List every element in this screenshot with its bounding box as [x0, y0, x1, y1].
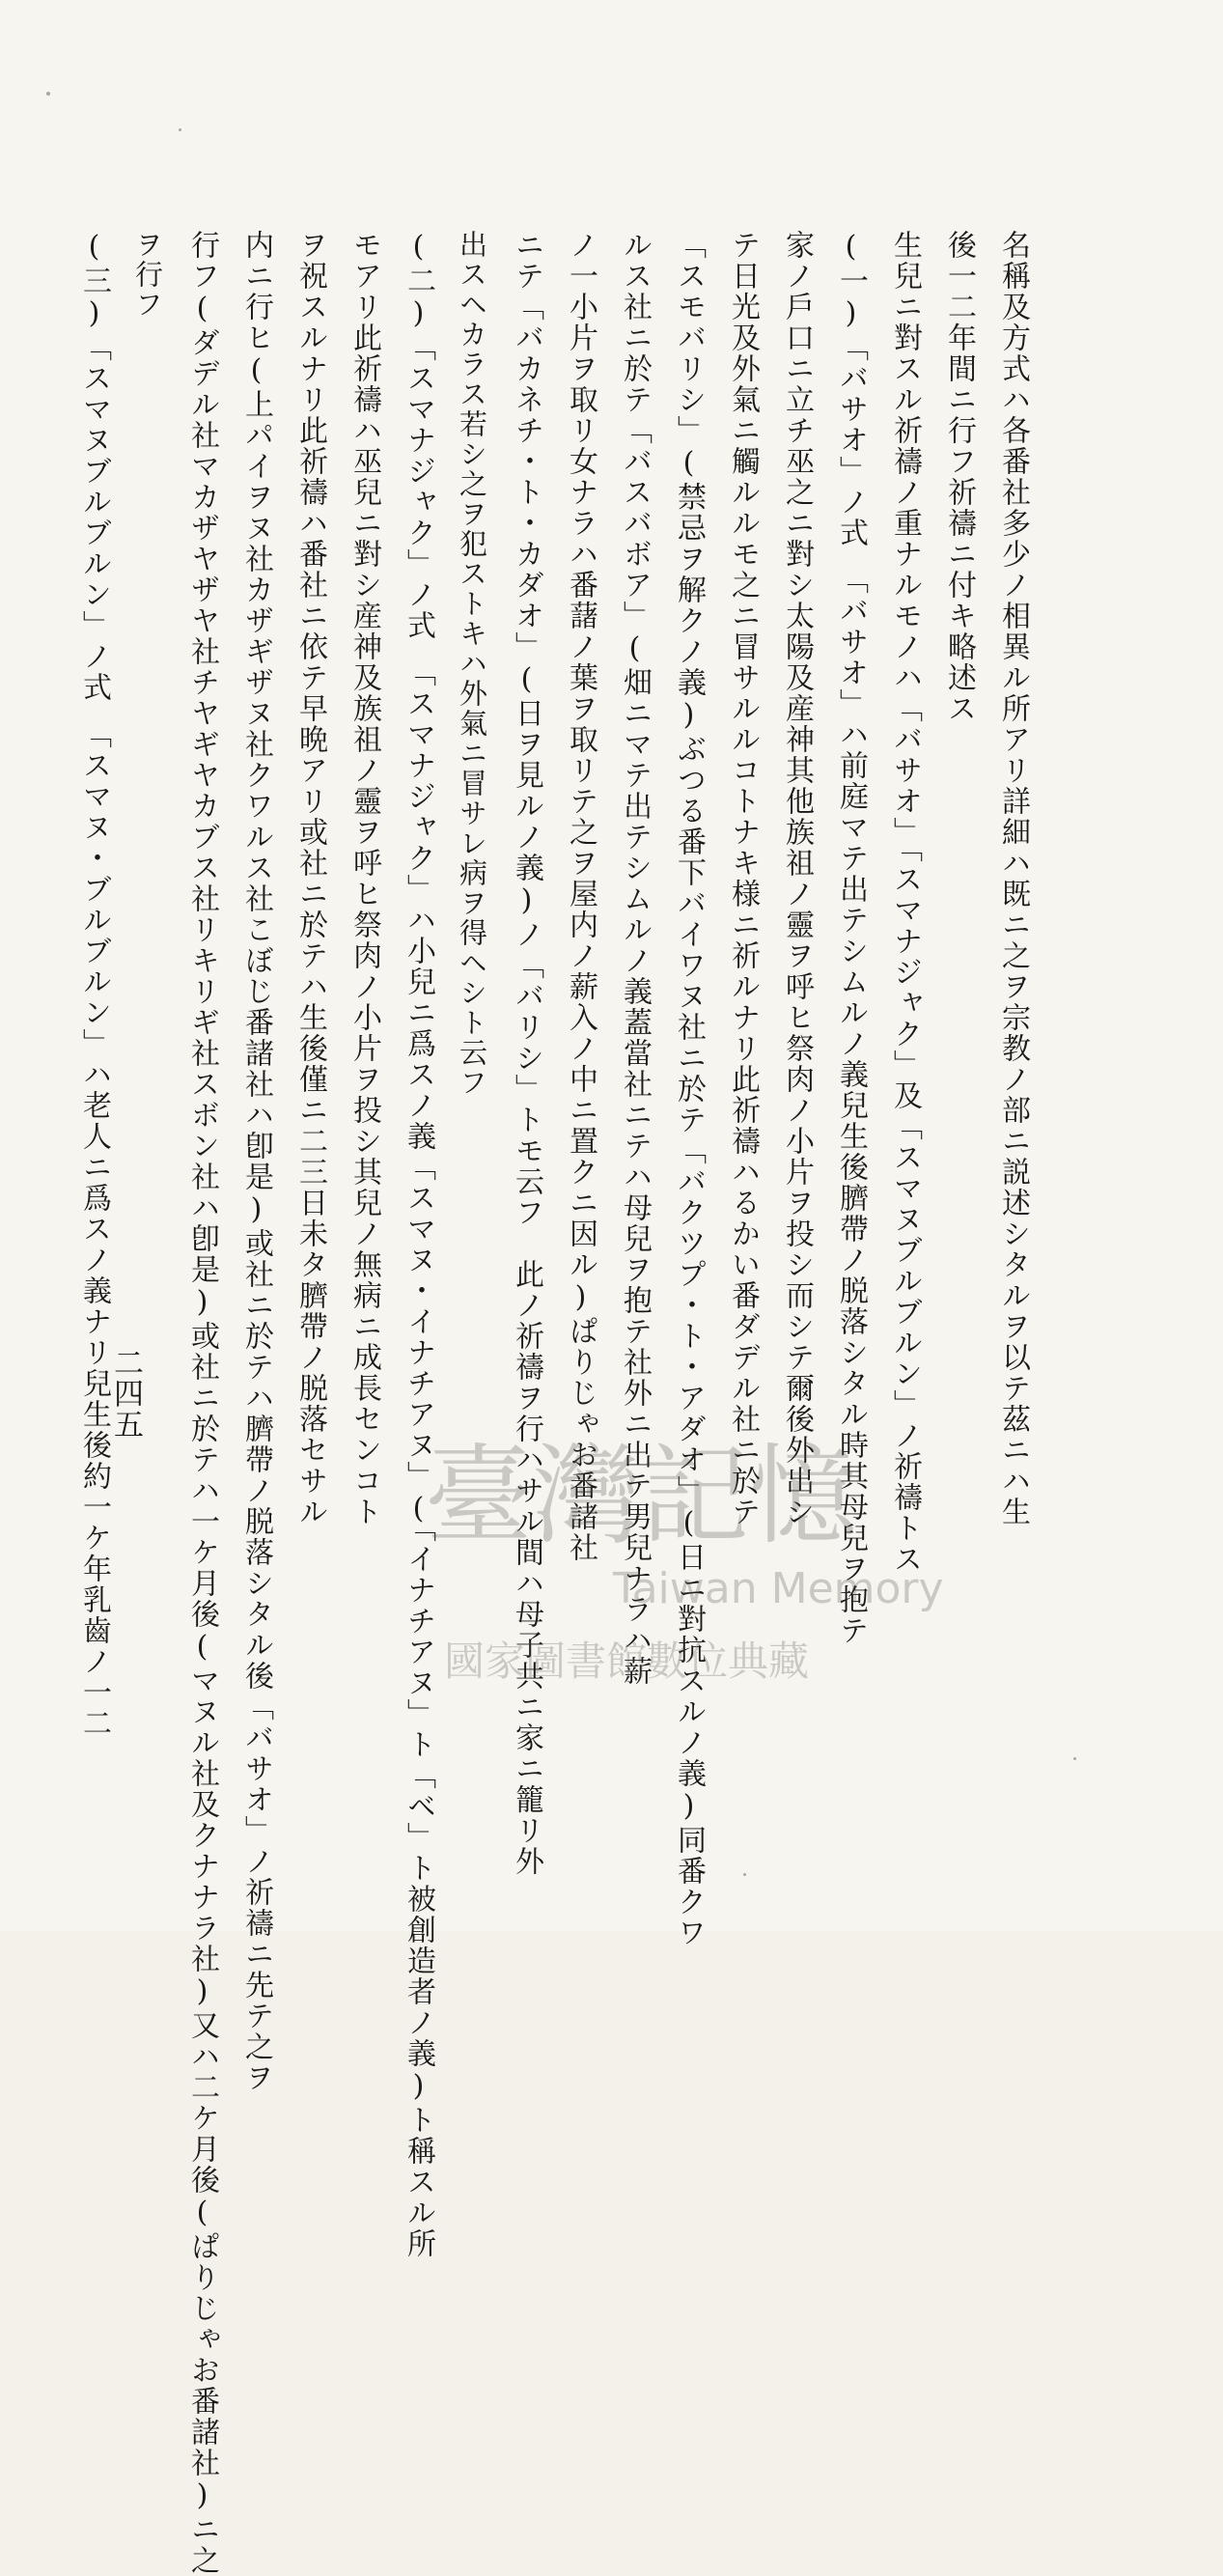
text-line: (一)「バサオ」ノ式 「バサオ」ハ前庭マテ出テシムルノ義兒生後臍帶ノ脱落シタル時其母兒ヲ抱テ: [834, 230, 868, 1646]
text-line: ルス社ニ於テ「バスバボア」(畑ニマテ出テシムルノ義蓋當社ニテハ母兒ヲ抱テ社外ニ出テ男兒ナラハ薪: [618, 230, 652, 1687]
dust-speck: [46, 92, 50, 96]
text-line: 家ノ戶口ニ立チ巫之ニ對シ太陽及産神其他族祖ノ靈ヲ呼ヒ祭肉ノ小片ヲ投シ而シテ爾後外出シ: [780, 230, 814, 1527]
text-line: ヲ祝スルナリ此祈禱ハ番社ニ依テ早晩アリ或社ニ於テハ生後僅ニ二三日未タ臍帶ノ脱落セサル: [293, 230, 327, 1527]
text-line: 「スモバリシ」(禁忌ヲ解クノ義)ぶつる番下バイワヌ社ニ於テ「バクツプ・ト・アダオ」(日ニ對抗スルノ義)同番クワ: [672, 230, 706, 1948]
text-line: 名稱及方式ハ各番社多少ノ相異ル所アリ詳細ハ既ニ之ヲ宗教ノ部ニ説述シタルヲ以テ茲ニハ生: [996, 230, 1030, 1527]
text-line: テ日光及外氣ニ觸ルルモ之ニ冒サルルコトナキ様ニ祈ルナリ此祈禱ハるかい番ダデル社ニ於テ: [726, 230, 760, 1527]
text-line: ヲ行フ: [131, 230, 164, 320]
text-line: 行フ(ダデル社マカザヤザヤ社チヤギヤカブス社リキリギ社スボン社ハ卽是)或社ニ於テハ一ケ月後(マヌル社及クナナラ社)又ハ二ケ月後(ぱりじゃお番諸社)ニ之: [185, 230, 219, 2576]
text-line: (三)「スマヌブルブルン」ノ式 「スマヌ・ブルブルン」ハ老人ニ爲スノ義ナリ兒生後約一ケ年乳齒ノ一二: [77, 230, 111, 1739]
text-line: 内ニ行ヒ(上パイヲヌ社カザギザヌ社クワルス社こぼじ番諸社ハ卽是)或社ニ於テハ臍帶ノ脱落シタル後「バサオ」ノ祈禱ニ先テ之ヲ: [239, 230, 273, 2093]
text-line: ニテ「バカネチ・ト・カダオ」(日ヲ見ルノ義)ノ「バリシ」トモ云フ 此ノ祈禱ヲ行ハサル間ハ母子共ニ家ニ籠リ外: [510, 230, 543, 1877]
text-line: 生兒ニ對スル祈禱ノ重ナルモノハ「バサオ」「スマナジャク」及「スマヌブルブルン」ノ祈禱トス: [888, 230, 922, 1575]
text-line: 出スヘカラス若シ之ヲ犯ストキハ外氣ニ冒サレ病ヲ得ヘシト云フ: [456, 230, 488, 1098]
page-number: 二四五: [108, 1347, 143, 1440]
text-line: 後一二年間ニ行フ祈禱ニ付キ略述ス: [942, 230, 976, 724]
watermark-caption: 國家圖書館數位典藏: [444, 1638, 810, 1685]
dust-speck: [743, 1873, 746, 1876]
text-line: ノ一小片ヲ取リ女ナラハ番藷ノ葉ヲ取リテ之ヲ屋内ノ薪入ノ中ニ置クニ因ル)ぱりじゃお番諸社: [564, 230, 598, 1563]
watermark-subtitle: Taiwan Memory: [613, 1564, 944, 1613]
dust-speck: [1073, 1757, 1076, 1760]
watermark-title: 臺灣記憶: [425, 1434, 857, 1559]
dust-speck: [179, 128, 181, 131]
text-line: モアリ此祈禱ハ巫兒ニ對シ産神及族祖ノ靈ヲ呼ヒ祭肉ノ小片ヲ投シ其兒ノ無病ニ成長センコト: [347, 230, 381, 1527]
text-line: (二)「スマナジャク」ノ式 「スマナジャク」ハ小兒ニ爲スノ義「スマヌ・イナチアヌ」(「イナチアヌ」ト「ベ」ト被創造者ノ義)ト稱スル所: [402, 230, 435, 2259]
